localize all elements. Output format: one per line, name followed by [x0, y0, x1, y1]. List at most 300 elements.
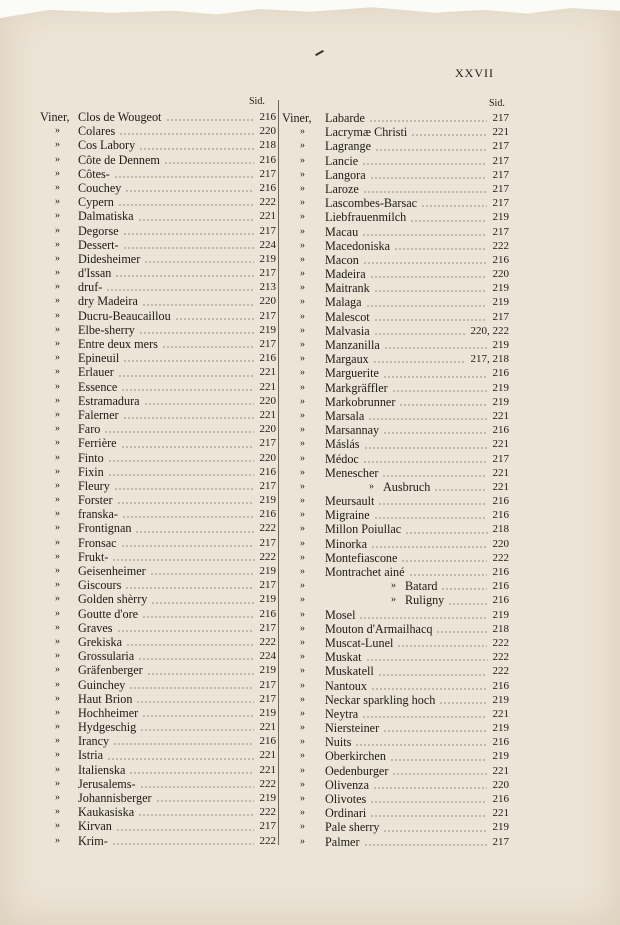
- leader-dots: [108, 460, 255, 462]
- entry-page: 219: [492, 750, 509, 763]
- leader-dots: [421, 205, 487, 207]
- leader-dots: [108, 474, 255, 476]
- index-entry: [40, 167, 280, 181]
- index-entry: [282, 381, 517, 395]
- index-entry: [40, 323, 280, 337]
- leader-dots: [112, 559, 254, 561]
- entry-page: 224: [259, 238, 276, 251]
- index-entry: [282, 806, 517, 820]
- entry-name: Clos de Wougeot: [78, 110, 162, 124]
- leader-dots: [138, 219, 255, 221]
- ditto-mark: »: [55, 238, 60, 250]
- leader-dots: [383, 830, 487, 832]
- entry-name: Minorka: [325, 536, 367, 551]
- index-entry: [40, 422, 280, 436]
- entry-name: Lascombes-Barsac: [325, 196, 418, 211]
- entry-name: Neckar sparkling hoch: [325, 692, 436, 707]
- index-entry: [282, 168, 517, 182]
- entry-name: Ordinari: [325, 806, 367, 821]
- index-entry: [282, 437, 517, 451]
- leader-dots: [129, 687, 254, 689]
- leader-dots: [373, 361, 466, 363]
- entry-page: 219: [492, 693, 509, 706]
- entry-name: d'Issan: [78, 266, 112, 281]
- index-entry: [282, 225, 517, 239]
- entry-page: 217: [492, 168, 509, 181]
- ditto-mark: »: [300, 126, 305, 138]
- index-entry: [282, 494, 517, 508]
- entry-page: 222: [492, 665, 509, 678]
- entry-name: Menescher: [325, 465, 379, 480]
- ditto-mark: »: [55, 479, 60, 491]
- entry-page: 217: [259, 692, 276, 705]
- entry-page: 216: [492, 495, 509, 508]
- entry-page: 219: [492, 339, 509, 351]
- entry-name: Elbe-sherry: [78, 322, 135, 337]
- left-column-header: Sid.: [249, 96, 265, 107]
- entry-page: 216: [259, 607, 276, 620]
- ditto-mark: »: [300, 764, 305, 776]
- index-entry: [40, 550, 280, 564]
- leader-dots: [112, 843, 255, 845]
- index-entry: [40, 706, 280, 720]
- ditto-mark: »: [55, 281, 60, 293]
- index-entry: [282, 522, 517, 536]
- index-entry: [40, 834, 280, 848]
- leader-dots: [119, 133, 254, 135]
- leader-dots: [156, 800, 255, 802]
- entry-name: Nuits: [325, 735, 352, 750]
- entry-name: Fronsac: [78, 535, 117, 550]
- entry-name: Macon: [325, 252, 359, 267]
- leader-dots: [123, 417, 255, 419]
- ditto-mark: »: [55, 508, 60, 520]
- index-entry: [282, 792, 517, 806]
- index-entry: [40, 607, 280, 621]
- entry-page: 222: [492, 239, 509, 252]
- leader-dots: [144, 403, 255, 405]
- leader-dots: [371, 546, 488, 548]
- leader-dots: [122, 516, 255, 518]
- leader-dots: [129, 772, 254, 774]
- entry-name: Erlauer: [78, 365, 114, 380]
- ditto-mark: »: [300, 480, 305, 492]
- leader-dots: [140, 729, 254, 731]
- entry-name: Krim-: [78, 833, 108, 848]
- entry-name: druf-: [78, 280, 103, 295]
- index-entry: [282, 735, 517, 749]
- index-entry: [282, 579, 517, 593]
- entry-name: Olivenza: [325, 777, 369, 792]
- leader-dots: [363, 461, 488, 463]
- entry-name: Giscours: [78, 578, 122, 593]
- entry-name: Frukt-: [78, 549, 109, 564]
- index-entry: [40, 365, 280, 379]
- index-entry: [282, 466, 517, 480]
- entry-name: Jerusalems-: [78, 776, 136, 791]
- ditto-mark: »: [300, 409, 305, 421]
- entry-page: 219: [492, 821, 509, 834]
- ditto-mark: »: [300, 750, 305, 762]
- entry-page: 221: [259, 210, 276, 223]
- index-entry: [282, 835, 517, 849]
- entry-name: Markobrunner: [325, 394, 396, 409]
- ditto-mark: »: [300, 339, 305, 350]
- leader-dots: [364, 447, 488, 449]
- index-entry: [40, 394, 280, 408]
- entry-page: 216: [492, 424, 509, 437]
- ditto-mark: »: [300, 452, 305, 464]
- ditto-mark: »: [300, 793, 305, 804]
- ditto-mark: »: [55, 423, 60, 435]
- index-entry: [282, 125, 517, 139]
- ditto-mark: »: [55, 579, 60, 591]
- index-entry: [40, 408, 280, 422]
- entry-name: Faro: [78, 422, 101, 437]
- leader-dots: [448, 603, 487, 605]
- leader-dots: [401, 560, 487, 562]
- ditto-mark: »: [300, 140, 305, 152]
- index-entry: [40, 536, 280, 550]
- entry-name: Médoc: [325, 451, 359, 466]
- leader-dots: [370, 815, 487, 817]
- left-index-column: [40, 110, 280, 848]
- ditto-mark: »: [300, 821, 305, 833]
- entry-page: 219: [492, 395, 509, 408]
- ditto-mark: »: [55, 792, 60, 803]
- entry-page: 221: [492, 126, 509, 139]
- entry-name: Graves: [78, 620, 113, 635]
- entry-page: 217: [259, 479, 276, 492]
- leader-dots: [140, 786, 255, 788]
- leader-dots: [368, 418, 487, 420]
- index-entry: [40, 521, 280, 535]
- leader-dots: [121, 389, 254, 391]
- entry-page: 220: [492, 778, 509, 791]
- entry-name: Madeira: [325, 267, 366, 282]
- index-entry: [40, 110, 280, 124]
- index-entry: [282, 593, 517, 607]
- entry-page: 217: [492, 225, 509, 238]
- entry-page: 217: [259, 309, 276, 322]
- ditto-mark: »: [300, 268, 305, 280]
- leader-dots: [355, 744, 487, 746]
- index-entry: [40, 805, 280, 819]
- entry-page: 217: [492, 310, 509, 323]
- entry-page: 217: [259, 621, 276, 634]
- index-entry: [40, 564, 280, 578]
- entry-name: Neytra: [325, 706, 359, 721]
- leader-dots: [113, 743, 254, 745]
- leader-dots: [394, 248, 488, 250]
- index-entry: [40, 592, 280, 606]
- entry-page: 221: [492, 438, 509, 451]
- entry-page: 216: [259, 111, 276, 123]
- entry-page: 217: [492, 140, 509, 153]
- entry-name: Macedoniska: [325, 238, 390, 253]
- index-entry: [40, 465, 280, 479]
- ditto-mark: »: [55, 692, 60, 704]
- ditto-mark: »: [300, 509, 305, 521]
- entry-name: Markgräffler: [325, 380, 388, 395]
- entry-name: Maitrank: [325, 281, 370, 296]
- entry-name: Montefiascone: [325, 550, 398, 565]
- index-entry: [282, 679, 517, 693]
- index-entry: [40, 224, 280, 238]
- entry-page: 219: [259, 494, 276, 507]
- entry-page: 216: [492, 509, 509, 522]
- leader-dots: [139, 332, 255, 334]
- index-entry: [40, 138, 280, 152]
- entry-name: Cos Labory: [78, 138, 136, 153]
- ditto-mark: »: [55, 323, 60, 335]
- entry-name: dry Madeira: [78, 294, 138, 309]
- index-entry: [40, 380, 280, 394]
- index-entry: [282, 182, 517, 196]
- entry-page: 219: [259, 792, 276, 804]
- leader-dots: [374, 290, 488, 292]
- index-entry: [282, 281, 517, 295]
- index-entry: [40, 791, 280, 805]
- entry-page: 216: [259, 508, 276, 521]
- ditto-mark: »: [55, 394, 60, 406]
- index-entry: [40, 720, 280, 734]
- ditto-mark: »: [300, 495, 305, 507]
- entry-page: 216: [492, 793, 509, 805]
- entry-name: Marsala: [325, 408, 365, 423]
- index-entry: [282, 395, 517, 409]
- leader-dots: [166, 119, 255, 121]
- index-entry: [40, 294, 280, 308]
- index-entry: [282, 764, 517, 778]
- leader-dots: [142, 715, 254, 717]
- entry-name: Fleury: [78, 478, 110, 493]
- entry-page: 222: [259, 550, 276, 563]
- leader-dots: [142, 304, 255, 306]
- ditto-mark: »: [300, 580, 305, 592]
- leader-dots: [138, 814, 254, 816]
- leader-dots: [362, 163, 487, 165]
- leader-dots: [410, 220, 487, 222]
- entry-name: Lancie: [325, 153, 359, 168]
- entry-page: 217, 218: [470, 353, 509, 366]
- entry-page: 221: [492, 707, 509, 720]
- leader-dots: [383, 432, 487, 434]
- entry-page: 217: [492, 197, 509, 210]
- ditto-mark: »: [55, 139, 60, 151]
- index-entry: [40, 153, 280, 167]
- ditto-mark: »: [55, 465, 60, 477]
- index-entry: [40, 124, 280, 138]
- entry-page: 221: [259, 721, 276, 734]
- entry-name: Marsannay: [325, 423, 380, 438]
- entry-page: 221: [259, 380, 276, 393]
- entry-page: 213: [259, 281, 276, 294]
- index-entry: [282, 267, 517, 281]
- leader-dots: [121, 545, 255, 547]
- ditto-mark: »: [55, 252, 60, 264]
- leader-dots: [383, 376, 488, 378]
- entry-page: 217: [259, 678, 276, 691]
- entry-name: Côtes-: [78, 166, 110, 181]
- leader-dots: [362, 234, 487, 236]
- index-entry: [40, 748, 280, 762]
- index-entry: [282, 452, 517, 466]
- index-entry: [282, 664, 517, 678]
- entry-name: Guinchey: [78, 677, 126, 692]
- entry-name: Ruligny: [405, 593, 445, 608]
- entry-name: Oedenburger: [325, 763, 389, 778]
- entry-page: 219: [259, 593, 276, 606]
- entry-name: Ducru-Beaucaillou: [78, 308, 171, 323]
- ditto-mark: »: [55, 295, 60, 307]
- entry-page: 217: [259, 267, 276, 280]
- index-entry: [282, 154, 517, 168]
- entry-name: Didesheimer: [78, 251, 141, 266]
- index-entry: [282, 366, 517, 380]
- ditto-mark: »: [300, 211, 305, 223]
- index-entry: [282, 480, 517, 494]
- leader-dots: [144, 261, 254, 263]
- leader-dots: [138, 658, 254, 660]
- ditto-mark: »: [300, 537, 305, 549]
- ditto-mark: »: [369, 480, 374, 492]
- entry-name: Ausbruch: [383, 479, 431, 494]
- entry-page: 221: [259, 366, 276, 379]
- entry-page: 219: [259, 252, 276, 265]
- entry-name: Muscat-Lunel: [325, 635, 394, 650]
- entry-page: 216: [259, 181, 276, 194]
- index-entry: [282, 508, 517, 522]
- ditto-mark: »: [300, 551, 305, 563]
- leader-dots: [441, 588, 487, 590]
- entry-name: Kaukasiska: [78, 805, 135, 820]
- ditto-mark: »: [55, 366, 60, 378]
- index-entry: [282, 622, 517, 636]
- entry-name: Mosel: [325, 607, 356, 622]
- entry-page: 222: [259, 635, 276, 648]
- right-index-column: [282, 111, 517, 849]
- ditto-mark: »: [55, 125, 60, 137]
- ditto-mark: »: [300, 835, 305, 847]
- index-entry: [282, 749, 517, 763]
- leader-dots: [125, 190, 254, 192]
- index-entry: [282, 409, 517, 423]
- entry-name: Margaux: [325, 352, 369, 367]
- ditto-mark: »: [55, 522, 60, 534]
- entry-name: Liebfrauenmilch: [325, 210, 407, 225]
- entry-name: Couchey: [78, 180, 122, 195]
- leader-dots: [439, 702, 487, 704]
- leader-dots: [116, 829, 255, 831]
- entry-name: Olivotes: [325, 792, 367, 806]
- leader-dots: [107, 758, 254, 760]
- entry-name: Pale sherry: [325, 820, 380, 835]
- index-entry: [40, 649, 280, 663]
- leader-dots: [363, 262, 488, 264]
- entry-page: 219: [492, 282, 509, 295]
- entry-page: 222: [259, 522, 276, 535]
- index-entry: [40, 663, 280, 677]
- leader-dots: [114, 176, 255, 178]
- index-entry: [40, 493, 280, 507]
- leader-dots: [392, 390, 488, 392]
- index-entry: [40, 195, 280, 209]
- entry-page: 220, 222: [470, 324, 509, 337]
- ditto-mark: »: [300, 466, 305, 478]
- ditto-mark: »: [300, 693, 305, 705]
- leader-dots: [150, 573, 255, 575]
- entry-page: 216: [492, 736, 509, 749]
- entry-name: Oberkirchen: [325, 749, 386, 764]
- ditto-mark: »: [300, 197, 305, 209]
- index-entry: [40, 578, 280, 592]
- ditto-mark: »: [55, 834, 60, 846]
- index-entry: [40, 777, 280, 791]
- ditto-mark: »: [300, 296, 305, 308]
- entry-page: 216: [492, 566, 509, 578]
- entry-name: Malescot: [325, 309, 370, 324]
- ditto-mark: »: [300, 807, 305, 819]
- entry-name: Colares: [78, 124, 116, 139]
- leader-dots: [117, 630, 255, 632]
- leader-dots: [370, 801, 487, 803]
- index-entry: [40, 763, 280, 777]
- ditto-mark: »: [300, 523, 305, 535]
- ditto-mark: »: [300, 353, 305, 365]
- ditto-mark: »: [55, 536, 60, 548]
- index-entry: [40, 436, 280, 450]
- ditto-mark: »: [55, 550, 60, 562]
- entry-name: Lacrymæ Christi: [325, 125, 408, 140]
- leader-dots: [106, 289, 254, 291]
- entry-name: Falerner: [78, 407, 119, 422]
- leader-dots: [373, 787, 488, 789]
- index-entry: [282, 721, 517, 735]
- index-entry: [40, 734, 280, 748]
- index-entry: [282, 352, 517, 366]
- index-entry: [282, 310, 517, 324]
- ditto-mark: »: [55, 607, 60, 619]
- ditto-mark: »: [391, 594, 396, 606]
- ditto-mark: »: [55, 181, 60, 193]
- entry-name: Macau: [325, 224, 359, 239]
- entry-page: 221: [259, 408, 276, 421]
- entry-page: 221: [259, 763, 276, 776]
- ditto-mark: »: [300, 225, 305, 237]
- entry-page: 222: [492, 651, 509, 664]
- leader-dots: [370, 276, 488, 278]
- ditto-mark: »: [300, 566, 305, 577]
- index-entry: [40, 337, 280, 351]
- entry-page: 216: [259, 465, 276, 478]
- leader-dots: [164, 162, 255, 164]
- entry-page: 219: [259, 664, 276, 677]
- entry-name: Dessert-: [78, 237, 119, 252]
- leader-dots: [104, 431, 254, 433]
- index-entry: [282, 111, 517, 125]
- ditto-mark: »: [55, 408, 60, 420]
- index-entry: [282, 210, 517, 224]
- entry-page: 216: [259, 352, 276, 365]
- entry-page: 217: [492, 154, 509, 167]
- leader-dots: [121, 446, 255, 448]
- index-entry: [40, 819, 280, 833]
- entry-name: Côte de Dennem: [78, 152, 160, 167]
- leader-dots: [362, 716, 487, 718]
- entry-page: 217: [259, 579, 276, 592]
- index-entry: [282, 565, 517, 579]
